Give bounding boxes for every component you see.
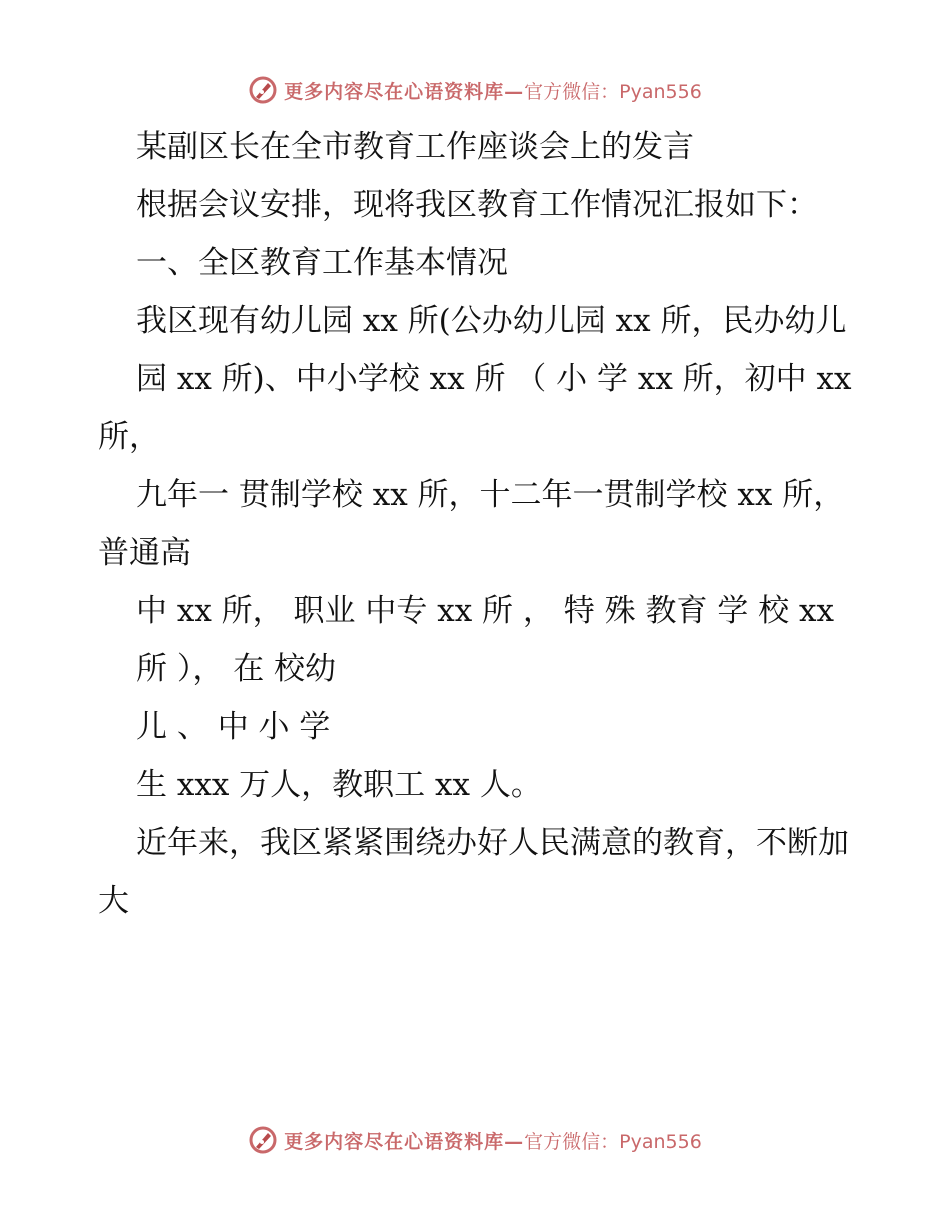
watermark-wechat: 官方微信：Pyan556 bbox=[524, 1130, 702, 1153]
watermark-text: 更多内容尽在心语资料库— bbox=[284, 1130, 525, 1153]
paragraph: 近年来，我区紧紧围绕办好人民满意的教育，不断加大 bbox=[98, 825, 849, 919]
paragraph: 儿 、 中 小 学 bbox=[136, 709, 331, 745]
header-watermark bbox=[0, 70, 950, 110]
footer-watermark bbox=[0, 1120, 950, 1160]
paragraph: 园 xx 所)、中小学校 xx 所 （ 小 学 xx 所，初中 xx 所， bbox=[98, 361, 862, 455]
paragraph: 中 xx 所， 职业 中专 xx 所 ， 特 殊 教育 学 校 xx bbox=[136, 593, 834, 629]
paragraph: 所 ）， 在 校幼 bbox=[136, 651, 337, 687]
document-title: 某副区长在全市教育工作座谈会上的发言 bbox=[136, 129, 694, 165]
paragraph: 我区现有幼儿园 xx 所(公办幼儿园 xx 所，民办幼儿 bbox=[136, 303, 847, 339]
pen-nib-icon bbox=[248, 1125, 278, 1155]
watermark-wechat: 官方微信：Pyan556 bbox=[524, 80, 702, 103]
section-heading: 一、全区教育工作基本情况 bbox=[136, 245, 508, 281]
pen-nib-icon bbox=[248, 75, 278, 105]
watermark-text: 更多内容尽在心语资料库— bbox=[284, 80, 525, 103]
paragraph: 生 xxx 万人，教职工 xx 人。 bbox=[136, 767, 542, 803]
paragraph: 九年一 贯制学校 xx 所，十二年一贯制学校 xx 所，普通高 bbox=[98, 477, 845, 571]
paragraph: 根据会议安排，现将我区教育工作情况汇报如下： bbox=[136, 187, 818, 223]
document-body bbox=[98, 118, 862, 930]
